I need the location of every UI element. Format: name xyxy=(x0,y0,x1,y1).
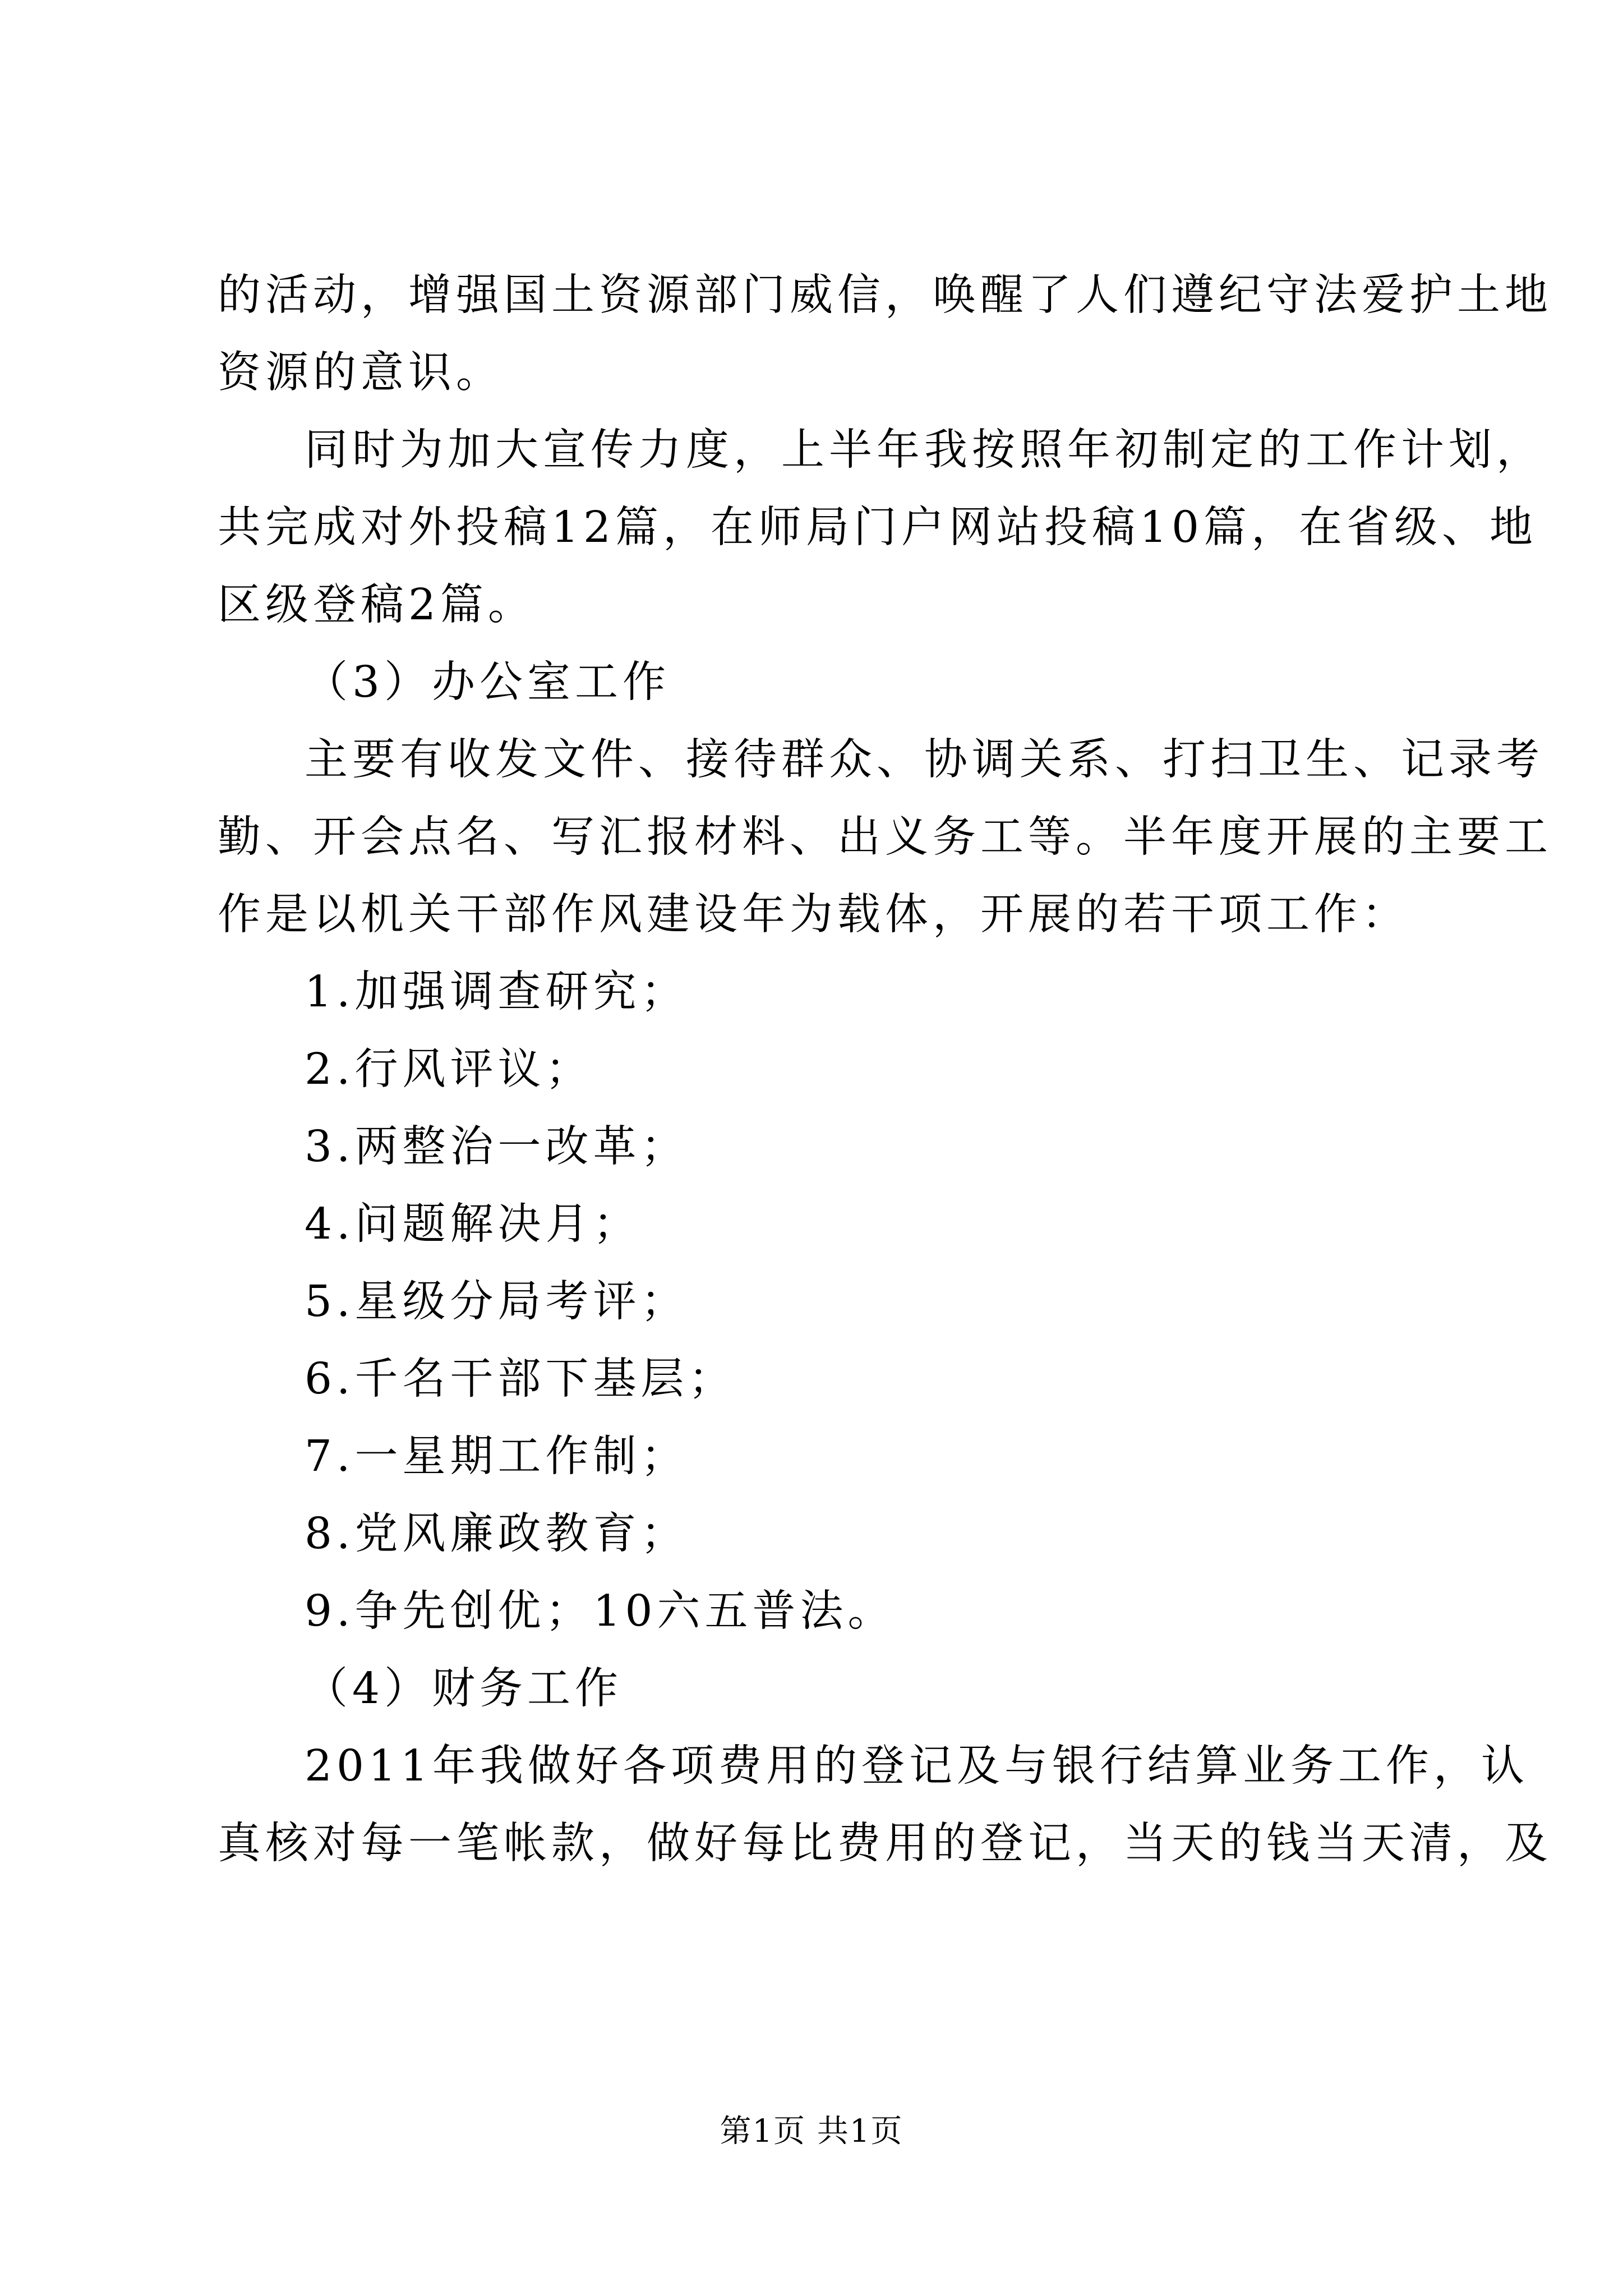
list-item: 6.千名干部下基层； xyxy=(305,1354,736,1404)
list-item: 3.两整治一改革； xyxy=(305,1122,689,1172)
document-body xyxy=(218,257,1552,1883)
list-item: 2.行风评议； xyxy=(305,1045,593,1094)
body-line: 资源的意识。 xyxy=(218,348,504,398)
list-item: 5.星级分局考评； xyxy=(305,1277,689,1327)
section-heading-office: （3）办公室工作 xyxy=(305,657,670,707)
body-line: 共完成对外投稿12篇，在师局门户网站投稿10篇，在省级、地 xyxy=(218,503,1537,553)
body-line: 勤、开会点名、写汇报材料、出义务工等。半年度开展的主要工 xyxy=(218,812,1552,862)
body-line: 区级登稿2篇。 xyxy=(218,580,536,630)
body-line: 同时为加大宣传力度，上半年我按照年初制定的工作计划， xyxy=(305,425,1544,475)
list-item: 9.争先创优；10六五普法。 xyxy=(305,1586,896,1636)
body-line: 的活动，增强国土资源部门威信，唤醒了人们遵纪守法爱护土地 xyxy=(218,270,1552,320)
list-item: 8.党风廉政教育； xyxy=(305,1509,689,1559)
list-item: 7.一星期工作制； xyxy=(305,1432,689,1481)
page-footer xyxy=(0,2109,1623,2154)
body-line: 2011年我做好各项费用的登记及与银行结算业务工作，认 xyxy=(305,1741,1529,1791)
page-number-label: 第1页 共1页 xyxy=(720,2113,903,2150)
body-line: 真核对每一笔帐款，做好每比费用的登记，当天的钱当天清，及 xyxy=(218,1819,1552,1869)
list-item: 4.问题解决月； xyxy=(305,1199,641,1249)
list-item: 1.加强调查研究； xyxy=(305,967,689,1017)
body-line: 主要有收发文件、接待群众、协调关系、打扫卫生、记录考 xyxy=(305,735,1544,785)
section-heading-finance: （4）财务工作 xyxy=(305,1664,623,1714)
body-line: 作是以机关干部作风建设年为载体，开展的若干项工作： xyxy=(218,890,1409,940)
